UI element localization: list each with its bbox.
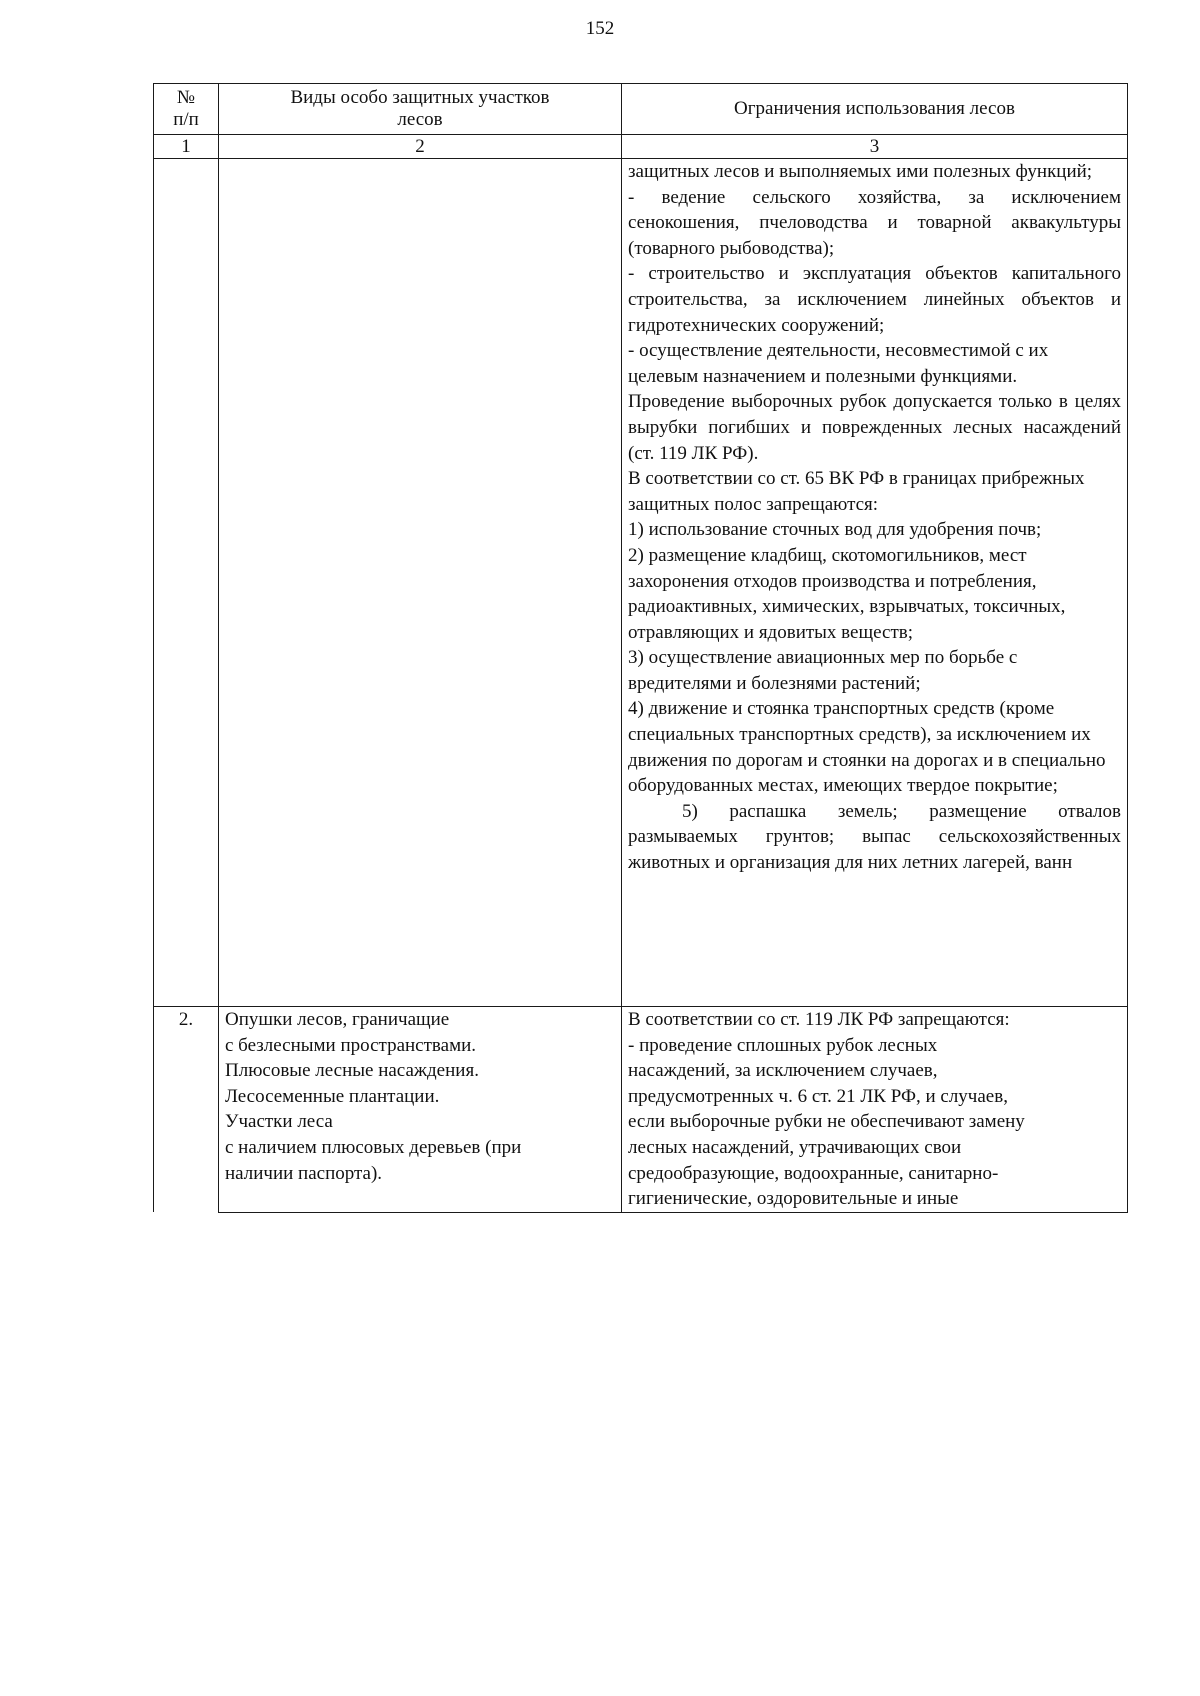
row-number-cell: 2. <box>154 1007 219 1213</box>
column-number-1: 1 <box>154 135 219 159</box>
restriction-paragraph: - ведение сельского хозяйства, за исключением сенокошения, пчеловодства и товарной аквакультуры (товарного рыбоводства); <box>628 186 1121 259</box>
restriction-paragraph: В соответствии со ст. 65 ВК РФ в границах прибрежных защитных полос запрещаются: <box>628 468 1085 515</box>
header-area-type-line2: лесов <box>397 109 443 130</box>
header-restrictions <box>622 84 1128 135</box>
table-row <box>154 1007 1128 1213</box>
restriction-paragraph: Проведение выборочных рубок допускается только в целях вырубки погибших и поврежденных лесных насаждений (ст. 119 ЛК РФ). <box>628 391 1121 464</box>
header-number-line2: п/п <box>173 109 199 130</box>
restriction-paragraph: - осуществление деятельности, несовместимой с их целевым назначением и полезными функциями. <box>628 340 1049 387</box>
page-number: 152 <box>585 18 615 39</box>
row-number-cell <box>154 159 219 1007</box>
restrictions-cell <box>622 159 1128 1007</box>
column-number-3: 3 <box>622 135 1128 159</box>
restriction-paragraph: 5) распашка земель; размещение отвалов размываемых грунтов; выпас сельскохозяйственных животных и организация для них летних лагерей, ванн <box>628 800 1121 874</box>
restriction-line: лесных насаждений, утрачивающих свои <box>628 1136 962 1158</box>
header-area-type-line1: Виды особо защитных участков <box>290 87 550 108</box>
restriction-paragraph: защитных лесов и выполняемых ими полезных функций; <box>628 161 1093 182</box>
restriction-line: предусмотренных ч. 6 ст. 21 ЛК РФ, и случаев, <box>628 1085 1008 1107</box>
table-header-row <box>154 84 1128 135</box>
area-type-line: Участки леса <box>225 1111 333 1133</box>
restrictions-cell <box>622 1007 1128 1213</box>
area-type-line: Плюсовые лесные насаждения. <box>225 1060 479 1082</box>
column-number-2: 2 <box>219 135 622 159</box>
table-row <box>154 159 1128 1007</box>
header-number <box>154 84 219 135</box>
restriction-line: В соответствии со ст. 119 ЛК РФ запрещаются: <box>628 1009 1010 1030</box>
column-number-row <box>154 135 1128 159</box>
area-type-line: с наличием плюсовых деревьев (при <box>225 1136 522 1158</box>
restriction-line: насаждений, за исключением случаев, <box>628 1060 938 1082</box>
restriction-paragraph: 2) размещение кладбищ, скотомогильников, мест захоронения отходов производства и потребления, радиоактивных, химических, взрывчатых, токсичных, отравляющих и ядовитых веществ; <box>628 544 1066 643</box>
restriction-line: - проведение сплошных рубок лесных <box>628 1034 938 1056</box>
area-type-line: Опушки лесов, граничащие <box>225 1009 450 1030</box>
restrictions-table <box>153 83 1128 1213</box>
restriction-paragraph: 4) движение и стоянка транспортных средств (кроме специальных транспортных средств), за исключением их движения по дорогам и стоянки на дорогах и в специально оборудованных местах, имеющих твердое покрытие; <box>628 698 1106 797</box>
area-type-cell <box>219 1007 622 1213</box>
restriction-line: гигиенические, оздоровительные и иные <box>628 1188 959 1210</box>
area-type-line: Лесосеменные плантации. <box>225 1085 440 1107</box>
header-restrictions-text: Ограничения использования лесов <box>734 98 1015 119</box>
area-type-line: с безлесными пространствами. <box>225 1034 477 1056</box>
restriction-paragraph: - строительство и эксплуатация объектов капитального строительства, за исключением линейных объектов и гидротехнических сооружений; <box>628 263 1121 336</box>
restriction-line: средообразующие, водоохранные, санитарно- <box>628 1162 999 1184</box>
restriction-line: если выборочные рубки не обеспечивают замену <box>628 1111 1025 1133</box>
area-type-line: наличии паспорта). <box>225 1162 383 1184</box>
restriction-paragraph: 3) осуществление авиационных мер по борьбе с вредителями и болезнями растений; <box>628 647 1018 694</box>
restriction-paragraph: 1) использование сточных вод для удобрения почв; <box>628 519 1042 541</box>
header-area-type <box>219 84 622 135</box>
header-number-line1: № <box>176 87 196 108</box>
area-type-cell <box>219 159 622 1007</box>
